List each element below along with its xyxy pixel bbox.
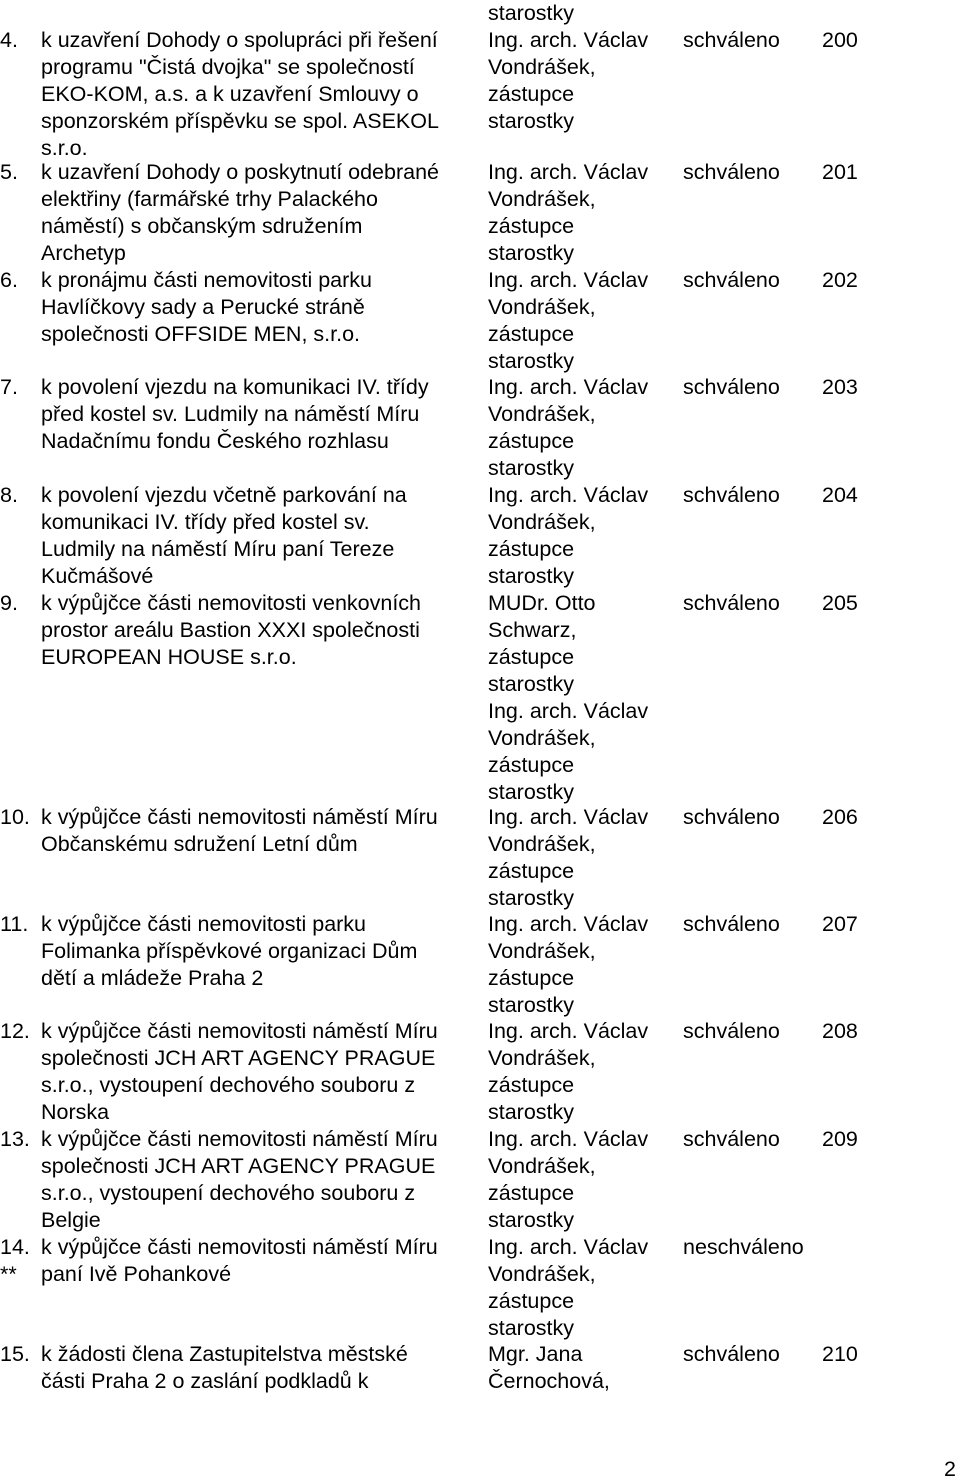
item-number: 12.	[0, 1019, 30, 1043]
item-submitter: MUDr. Otto Schwarz, zástupce starostky Ing. arch. Václav Vondrášek, zástupce starostky	[488, 591, 649, 804]
item-number: 6.	[0, 268, 18, 292]
item-result: schváleno	[683, 1127, 780, 1151]
item-subject: k uzavření Dohody o poskytnutí odebrané elektřiny (farmářské trhy Palackého náměstí) s občanským sdružením Archetyp	[41, 160, 440, 265]
item-resolution-number: 206	[822, 805, 858, 829]
item-submitter: Ing. arch. Václav Vondrášek, zástupce starostky	[488, 805, 649, 910]
page-number: 2	[944, 1457, 956, 1481]
submitter-fragment: starostky	[488, 1, 575, 25]
item-submitter: Ing. arch. Václav Vondrášek, zástupce starostky	[488, 1127, 649, 1232]
item-number: 7.	[0, 375, 18, 399]
item-number: 11.	[0, 912, 29, 936]
item-number: 9.	[0, 591, 18, 615]
item-submitter: Ing. arch. Václav Vondrášek, zástupce starostky	[488, 912, 649, 1017]
item-subject: k pronájmu části nemovitosti parku Havlíčkovy sady a Perucké stráně společnosti OFFSIDE MEN, s.r.o.	[41, 268, 373, 346]
item-result: neschváleno	[683, 1235, 804, 1259]
item-subject: k výpůjčce části nemovitosti venkovních prostor areálu Bastion XXXI společnosti EUROPEAN HOUSE s.r.o.	[41, 591, 421, 669]
item-result: schváleno	[683, 912, 780, 936]
item-subject: k povolení vjezdu včetně parkování na komunikaci IV. třídy před kostel sv. Ludmily na náměstí Míru paní Tereze Kučmášové	[41, 483, 407, 588]
item-resolution-number: 207	[822, 912, 858, 936]
item-subject: k žádosti člena Zastupitelstva městské části Praha 2 o zaslání podkladů k	[41, 1342, 408, 1393]
item-subject: k výpůjčce části nemovitosti náměstí Míru společnosti JCH ART AGENCY PRAGUE s.r.o., vystoupení dechového souboru z Norska	[41, 1019, 438, 1124]
item-number: 5.	[0, 160, 18, 184]
item-result: schváleno	[683, 483, 780, 507]
item-subject: k výpůjčce části nemovitosti náměstí Míru společnosti JCH ART AGENCY PRAGUE s.r.o., vystoupení dechového souboru z Belgie	[41, 1127, 438, 1232]
item-subject: k výpůjčce části nemovitosti náměstí Míru paní Ivě Pohankové	[41, 1235, 438, 1286]
item-resolution-number: 204	[822, 483, 858, 507]
item-number: 15.	[0, 1342, 30, 1366]
item-result: schváleno	[683, 1342, 780, 1366]
item-result: schváleno	[683, 591, 780, 615]
item-submitter: Mgr. Jana Černochová,	[488, 1342, 610, 1393]
item-result: schváleno	[683, 28, 780, 52]
item-submitter: Ing. arch. Václav Vondrášek, zástupce starostky	[488, 1019, 649, 1124]
item-resolution-number: 202	[822, 268, 858, 292]
item-result: schváleno	[683, 268, 780, 292]
item-number: 4.	[0, 28, 18, 52]
item-result: schváleno	[683, 375, 780, 399]
item-number: 14. **	[0, 1235, 30, 1286]
item-submitter: Ing. arch. Václav Vondrášek, zástupce starostky	[488, 1235, 649, 1340]
item-submitter: Ing. arch. Václav Vondrášek, zástupce starostky	[488, 483, 649, 588]
item-number: 10.	[0, 805, 30, 829]
item-subject: k uzavření Dohody o spolupráci při řešení programu "Čistá dvojka" se společností EKO-KOM, a.s. a k uzavření Smlouvy o sponzorském příspěvku se spol. ASEKOL s.r.o.	[41, 28, 439, 160]
item-result: schváleno	[683, 805, 780, 829]
item-resolution-number: 205	[822, 591, 858, 615]
item-resolution-number: 209	[822, 1127, 858, 1151]
item-number: 8.	[0, 483, 18, 507]
item-number: 13.	[0, 1127, 30, 1151]
item-resolution-number: 208	[822, 1019, 858, 1043]
item-subject: k povolení vjezdu na komunikaci IV. třídy před kostel sv. Ludmily na náměstí Míru Nadačnímu fondu Českého rozhlasu	[41, 375, 429, 453]
item-result: schváleno	[683, 160, 780, 184]
item-resolution-number: 203	[822, 375, 858, 399]
item-submitter: Ing. arch. Václav Vondrášek, zástupce starostky	[488, 28, 649, 133]
item-result: schváleno	[683, 1019, 780, 1043]
item-resolution-number: 201	[822, 160, 858, 184]
item-subject: k výpůjčce části nemovitosti náměstí Míru Občanskému sdružení Letní dům	[41, 805, 438, 856]
item-subject: k výpůjčce části nemovitosti parku Folimanka příspěvkové organizaci Dům dětí a mládeže Praha 2	[41, 912, 418, 990]
item-resolution-number: 200	[822, 28, 858, 52]
item-submitter: Ing. arch. Václav Vondrášek, zástupce starostky	[488, 268, 649, 373]
item-resolution-number: 210	[822, 1342, 858, 1366]
item-submitter: Ing. arch. Václav Vondrášek, zástupce starostky	[488, 160, 649, 265]
item-submitter: Ing. arch. Václav Vondrášek, zástupce starostky	[488, 375, 649, 480]
